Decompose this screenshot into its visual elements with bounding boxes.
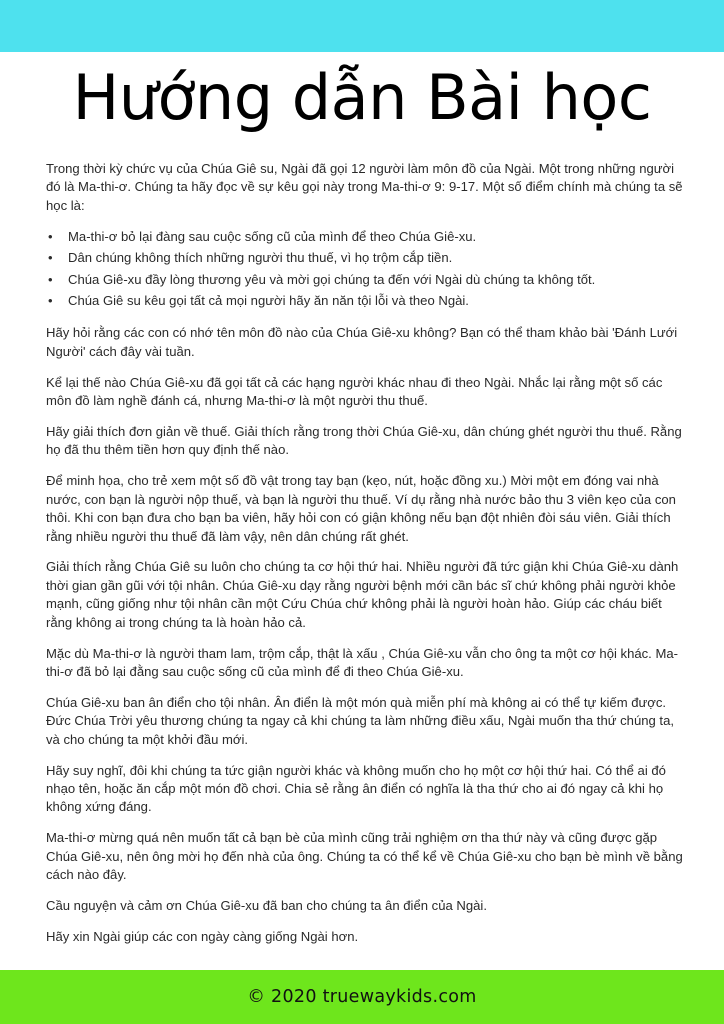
list-item: [46, 292, 686, 310]
body-paragraph: Mặc dù Ma-thi-ơ là người tham lam, trộm cắp, thật là xấu , Chúa Giê-xu vẫn cho ông ta một cơ hội khác. Ma-thi-ơ đã bỏ lại đằng sau cuộc sống cũ của mình để đi theo Chúa Giê-xu.: [46, 645, 679, 679]
copyright-footer: © 2020 truewaykids.com: [247, 987, 477, 1007]
list-item-text: Chúa Giê su kêu gọi tất cả mọi người hãy ăn năn tội lỗi và theo Ngài.: [68, 292, 469, 308]
list-item: [46, 249, 686, 267]
list-item-text: Dân chúng không thích những người thu thuế, vì họ trộm cắp tiền.: [68, 250, 453, 266]
body-paragraph: Ma-thi-ơ mừng quá nên muốn tất cả bạn bè của mình cũng trải nghiệm ơn tha thứ này và cũng được gặp Chúa Giê-xu, nên ông mời họ đến nhà của ông. Chúng ta có thể kể về Chúa Giê-xu cho bạn bè mình về bằng cách nào đây.: [46, 830, 683, 883]
body-paragraph: Hãy xin Ngài giúp các con ngày càng giống Ngài hơn.: [46, 928, 359, 944]
body-paragraph: Để minh họa, cho trẻ xem một số đồ vật trong tay bạn (kẹo, nút, hoặc đồng xu.) Mời một em đóng vai nhà nước, con bạn là người nộp thuế, và bạn là người thu thuế. Ví dụ rằng nhà nước bảo thu 3 viên kẹo của con thôi. Khi con bạn đưa cho bạn ba viên, hãy hỏi con có giận không nếu bạn đột nhiên đòi sáu viên. Giải thích rằng nhiều người thu thuế đã làm vậy, nên dân chúng rất ghét.: [46, 473, 676, 544]
list-item-text: Chúa Giê-xu đầy lòng thương yêu và mời gọi chúng ta đến với Ngài dù chúng ta không tốt.: [68, 271, 596, 287]
body-paragraph: Hãy giải thích đơn giản về thuế. Giải thích rằng trong thời Chúa Giê-xu, dân chúng ghét người thu thuế. Rằng họ đã thu thêm tiền hơn quy định thế nào.: [46, 423, 682, 458]
bullet-icon: •: [48, 271, 53, 287]
page-title: Hướng dẫn Bài học: [72, 61, 652, 134]
bullet-icon: •: [48, 292, 53, 308]
body-paragraph: Hãy suy nghĩ, đôi khi chúng ta tức giận người khác và không muốn cho họ một cơ hội thứ hai. Có thể ai đó nhạo tên, hoặc ăn cắp một món đồ chơi. Chia sẻ rằng ân điển có nghĩa là tha thứ cho ai đó ngay cả khi họ không xứng đáng.: [46, 762, 666, 815]
body-paragraph: Hãy hỏi rằng các con có nhớ tên môn đồ nào của Chúa Giê-xu không? Bạn có thể tham khảo bài 'Đánh Lưới Người' cách đây vài tuần.: [46, 325, 678, 359]
list-item: [46, 271, 686, 289]
list-item: [46, 228, 686, 246]
body-paragraph: Giải thích rằng Chúa Giê su luôn cho chúng ta cơ hội thứ hai. Nhiều người đã tức giận khi Chúa Giê-xu dành thời gian gần gũi với tội nhân. Chúa Giê-xu dạy rằng người bệnh mới cần bác sĩ chứ không phải người khỏe mạnh, cũng giống như tội nhân cần một Cứu Chúa chứ không phải là người hoàn hảo. Giúp các cháu biết rằng không ai trong chúng ta là hoàn hảo cả.: [46, 559, 679, 630]
lesson-body: [46, 160, 686, 959]
body-paragraph: Chúa Giê-xu ban ân điển cho tội nhân. Ân điển là một món quà miễn phí mà không ai có thể tự kiếm được. Đức Chúa Trời yêu thương chúng ta ngay cả khi chúng ta làm những điều xấu, Ngài muốn tha thứ chúng ta, và cho chúng ta một khởi đầu mới.: [46, 694, 674, 747]
list-item-text: Ma-thi-ơ bỏ lại đàng sau cuộc sống cũ của mình để theo Chúa Giê-xu.: [68, 228, 477, 244]
intro-paragraph: Trong thời kỳ chức vụ của Chúa Giê su, Ngài đã gọi 12 người làm môn đồ của Ngài. Một trong những người đó là Ma-thi-ơ. Chúng ta hãy đọc về sự kêu gọi này trong Ma-thi-ơ 9: 9-17. Một số điểm chính mà chúng ta sẽ học là:: [46, 161, 683, 213]
body-paragraph: Cầu nguyện và cảm ơn Chúa Giê-xu đã ban cho chúng ta ân điển của Ngài.: [46, 898, 487, 913]
top-color-band: [0, 0, 724, 52]
bullet-icon: •: [48, 228, 53, 244]
bullet-icon: •: [48, 250, 53, 266]
body-paragraph: Kể lại thế nào Chúa Giê-xu đã gọi tất cả các hạng người khác nhau đi theo Ngài. Nhắc lại rằng một số các môn đồ làm nghề đánh cá, nhưng Ma-thi-ơ là một người thu thuế.: [46, 374, 663, 409]
footer-band: [0, 970, 724, 1024]
key-points-list: [46, 228, 686, 311]
